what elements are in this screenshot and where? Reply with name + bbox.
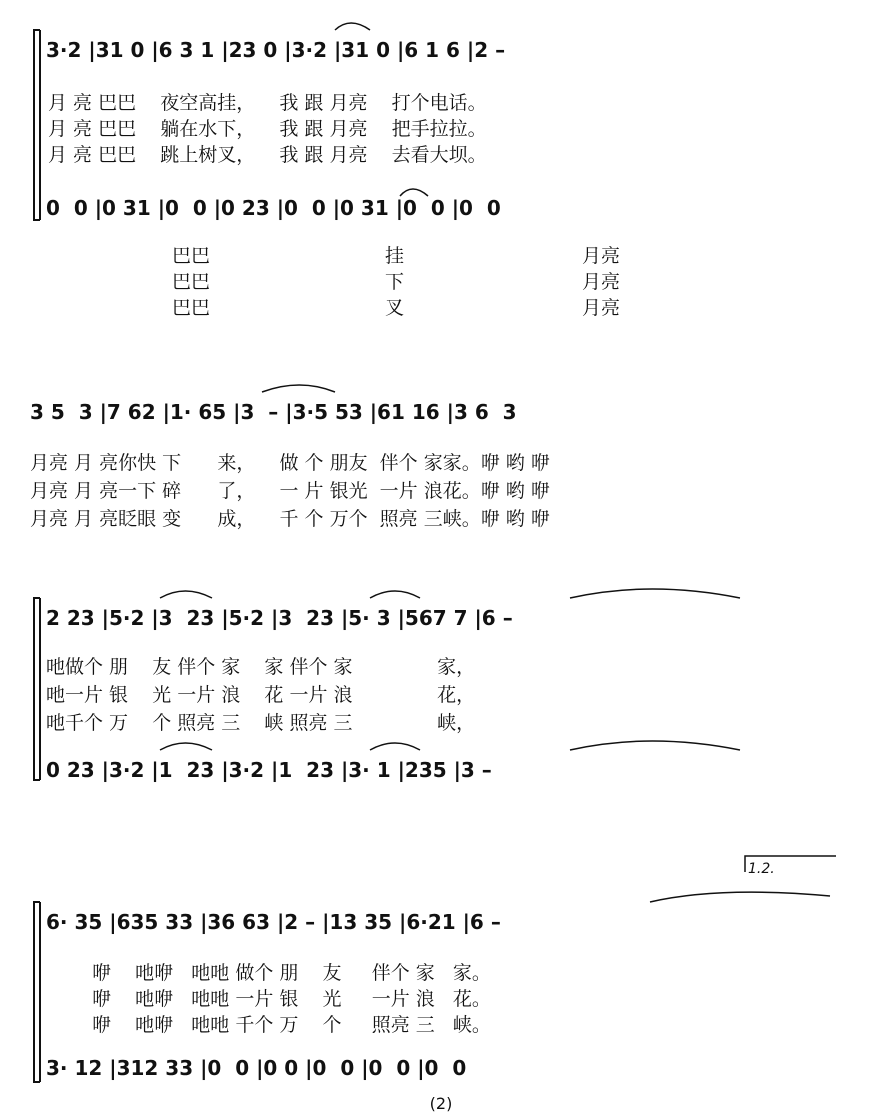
tie-arc xyxy=(570,741,740,750)
system1-harmony: 0 0 |0 31 |0 0 |0 23 |0 0 |0 31 |0 0 |0 0 xyxy=(46,196,501,220)
system1-melody: 3·2 |31 0 |6 3 1 |23 0 |3·2 |31 0 |6 1 6 |2 – xyxy=(46,38,506,62)
volta-label: 1.2. xyxy=(748,861,775,877)
system3-harmony: 0 23 |3·2 |1 23 |3·2 |1 23 |3· 1 |235 |3 – xyxy=(46,758,492,782)
system1-lyrics-verse1: 月 亮 巴巴 夜空高挂， 我 跟 月亮 打个电话。 xyxy=(48,92,487,114)
system4-lyrics-verse1: 咿 吔咿 吔吔 做个 朋 友 伴个 家 家。 xyxy=(92,962,491,984)
system2-melody: 3 5 3 |7 62 |1· 65 |3 – |3·5 53 |61 16 |3 6 3 xyxy=(30,400,517,424)
harmony-lyric-2-3: 月亮 xyxy=(582,271,621,293)
tie-arc xyxy=(570,589,740,598)
system2-lyrics-verse2: 月亮 月 亮一下 碎 了， 一 片 银光 一片 浪花。咿 哟 咿 xyxy=(30,480,550,502)
system3-lyrics-verse1: 吔做个 朋 友 伴个 家 家 伴个 家 家， xyxy=(46,656,476,678)
harmony-lyric-3-1: 巴巴 xyxy=(172,297,211,319)
system1-lyrics-verse3: 月 亮 巴巴 跳上树叉， 我 跟 月亮 去看大坝。 xyxy=(48,144,487,166)
harmony-lyric-3-3: 月亮 xyxy=(582,297,621,319)
system3-melody: 2 23 |5·2 |3 23 |5·2 |3 23 |5· 3 |567 7 |6 – xyxy=(46,606,513,630)
tie-arc xyxy=(650,892,830,902)
page-number: (2) xyxy=(429,1094,453,1113)
system3-lyrics-verse3: 吔千个 万 个 照亮 三 峡 照亮 三 峡， xyxy=(46,712,476,734)
harmony-lyric-1-1: 巴巴 xyxy=(172,245,211,267)
tie-arc xyxy=(160,591,212,598)
tie-arc xyxy=(370,591,420,598)
harmony-lyric-2-2: 下 xyxy=(385,271,405,293)
system3-lyrics-verse2: 吔一片 银 光 一片 浪 花 一片 浪 花， xyxy=(46,684,476,706)
system2-lyrics-verse3: 月亮 月 亮眨眼 变 成， 千 个 万个 照亮 三峡。咿 哟 咿 xyxy=(30,508,550,530)
tie-arc xyxy=(335,23,370,30)
system4-lyrics-verse3: 咿 吔咿 吔吔 千个 万 个 照亮 三 峡。 xyxy=(92,1014,491,1036)
harmony-lyric-1-2: 挂 xyxy=(385,245,405,267)
system1-lyrics-verse2: 月 亮 巴巴 躺在水下， 我 跟 月亮 把手拉拉。 xyxy=(48,118,487,140)
volta-bracket xyxy=(745,856,836,872)
system2-lyrics-verse1: 月亮 月 亮你快 下 来， 做 个 朋友 伴个 家家。咿 哟 咿 xyxy=(30,452,550,474)
tie-arc xyxy=(400,189,428,196)
system4-lyrics-verse2: 咿 吔咿 吔吔 一片 银 光 一片 浪 花。 xyxy=(92,988,491,1010)
tie-arc xyxy=(262,385,335,392)
tie-arc xyxy=(160,743,212,750)
system4-harmony: 3· 12 |312 33 |0 0 |0 0 |0 0 |0 0 |0 0 xyxy=(46,1056,467,1080)
system4-melody: 6· 35 |635 33 |36 63 |2 – |13 35 |6·21 |6 – xyxy=(46,910,501,934)
harmony-lyric-1-3: 月亮 xyxy=(582,245,621,267)
harmony-lyric-2-1: 巴巴 xyxy=(172,271,211,293)
tie-arc xyxy=(370,743,420,750)
harmony-lyric-3-2: 叉 xyxy=(385,297,405,319)
